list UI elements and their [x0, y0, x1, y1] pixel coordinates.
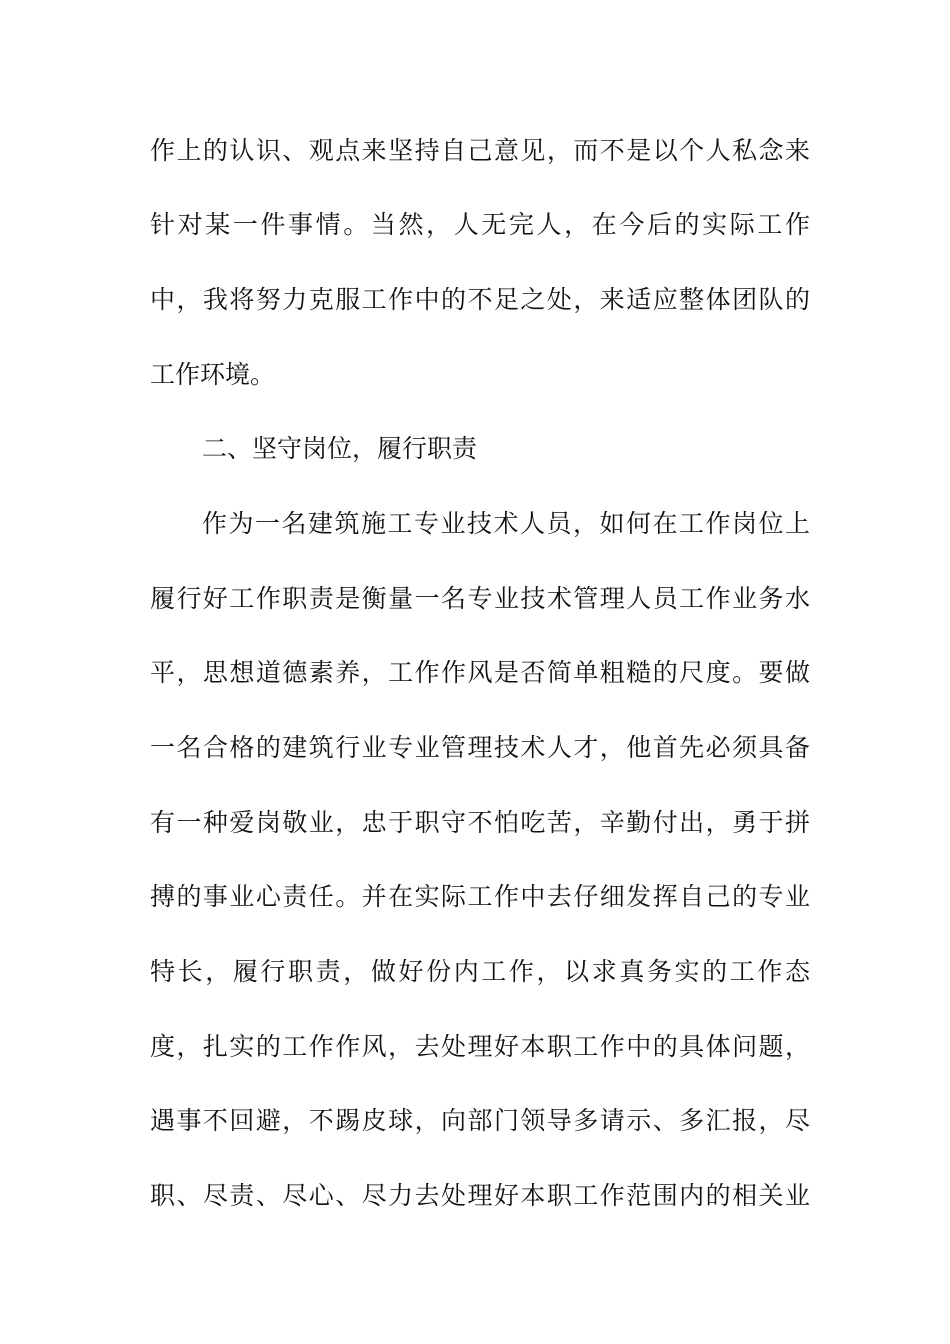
paragraph-line-11: 搏的事业心责任。并在实际工作中去仔细发挥自己的专业 — [150, 882, 810, 911]
paragraph-line-3: 中，我将努力克服工作中的不足之处，来适应整体团队的 — [150, 285, 810, 314]
paragraph-line-7: 履行好工作职责是衡量一名专业技术管理人员工作业务水 — [150, 584, 810, 613]
paragraph-line-1: 作上的认识、观点来坚持自己意见，而不是以个人私念来 — [150, 136, 810, 165]
paragraph-line-10: 有一种爱岗敬业，忠于职守不怕吃苦，辛勤付出，勇于拼 — [150, 808, 810, 837]
paragraph-line-2: 针对某一件事情。当然，人无完人，在今后的实际工作 — [150, 210, 810, 239]
section-heading: 二、坚守岗位，履行职责 — [202, 434, 478, 463]
paragraph-line-14: 遇事不回避，不踢皮球，向部门领导多请示、多汇报，尽 — [150, 1106, 810, 1135]
paragraph-line-4: 工作环境。 — [150, 360, 276, 389]
paragraph-line-9: 一名合格的建筑行业专业管理技术人才，他首先必须具备 — [150, 733, 810, 762]
paragraph-line-15: 职、尽责、尽心、尽力去处理好本职工作范围内的相关业 — [150, 1181, 810, 1210]
paragraph-line-13: 度，扎实的工作作风，去处理好本职工作中的具体问题， — [150, 1032, 810, 1061]
paragraph-line-12: 特长，履行职责，做好份内工作，以求真务实的工作态 — [150, 957, 810, 986]
paragraph-line-8: 平，思想道德素养，工作作风是否简单粗糙的尺度。要做 — [150, 658, 810, 687]
paragraph-line-6: 作为一名建筑施工专业技术人员，如何在工作岗位上 — [202, 509, 810, 538]
